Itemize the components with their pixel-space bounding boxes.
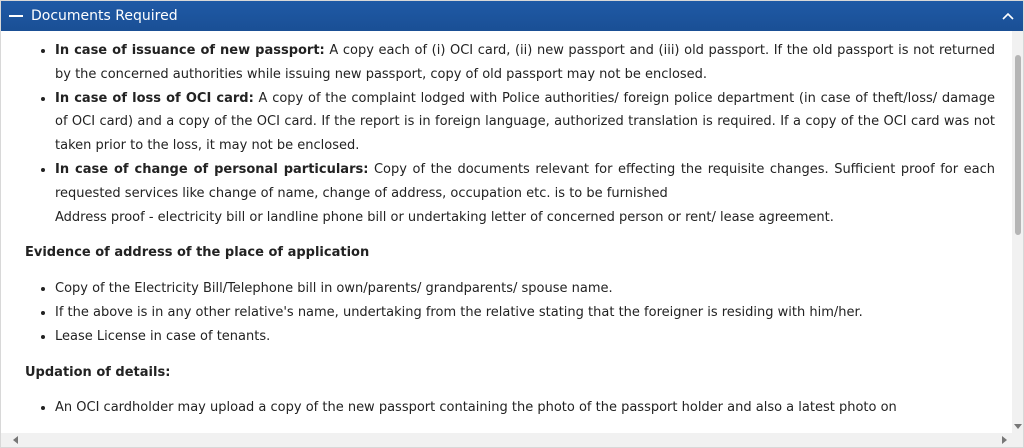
vertical-scrollbar[interactable] xyxy=(1012,31,1023,433)
address-heading: Evidence of address of the place of application xyxy=(25,245,370,261)
list-item xyxy=(55,158,995,229)
list-item: • Copy of the Electricity Bill/Telephone bill in own/parents/ grandparents/ spouse name. xyxy=(55,277,995,301)
item-label: In case of loss of OCI card: xyxy=(55,90,254,106)
item-text: A copy each of (i) OCI card, (ii) new passport and (iii) old passport. If the old passport is not returned by the concerned authorities while issuing new passport, copy of old passport may not be enclosed. xyxy=(55,43,995,82)
scroll-right-arrow-icon[interactable] xyxy=(1002,436,1007,444)
scroll-left-arrow-icon[interactable] xyxy=(13,436,18,444)
scroll-down-arrow-icon[interactable] xyxy=(1014,424,1022,429)
updation-list xyxy=(25,396,995,420)
address-list xyxy=(25,277,995,348)
list-item: • If the above is in any other relative's name, undertaking from the relative stating that the foreigner is residing with him/her. xyxy=(55,301,995,325)
item-text: A copy of the complaint lodged with Police authorities/ foreign police department (in case of theft/loss/ damage of OCI card) and a copy of the OCI card. If the report is in foreign language, authorized translation is required. If a copy of the OCI card was not taken prior to the loss, it may not be enclosed. xyxy=(55,90,995,154)
minus-icon[interactable] xyxy=(9,15,23,17)
passport-list xyxy=(25,39,995,229)
item-label: In case of change of personal particulars: xyxy=(55,161,369,177)
panel-header[interactable] xyxy=(1,1,1023,31)
list-item: • An OCI cardholder may upload a copy of the new passport containing the photo of the passport holder and also a latest photo on xyxy=(55,396,995,420)
item-label: In case of issuance of new passport: xyxy=(55,43,325,58)
scrollbar-thumb[interactable] xyxy=(1015,55,1021,235)
panel-content xyxy=(1,31,1011,433)
list-item xyxy=(55,87,995,158)
chevron-up-icon[interactable] xyxy=(1001,9,1015,23)
list-item: • Lease License in case of tenants. xyxy=(55,325,995,349)
item-extra-text: Address proof - electricity bill or landline phone bill or undertaking letter of concerned person or rent/ lease agreement. xyxy=(55,209,834,225)
list-item xyxy=(55,39,995,87)
item-text: Copy of the documents relevant for effecting the requisite changes. Sufficient proof for each requested services like change of name, change of address, occupation etc. is to be furnished xyxy=(55,161,996,201)
updation-heading: Updation of details: xyxy=(25,364,171,380)
horizontal-scrollbar[interactable] xyxy=(1,433,1023,447)
panel-title: Documents Required xyxy=(31,8,178,24)
